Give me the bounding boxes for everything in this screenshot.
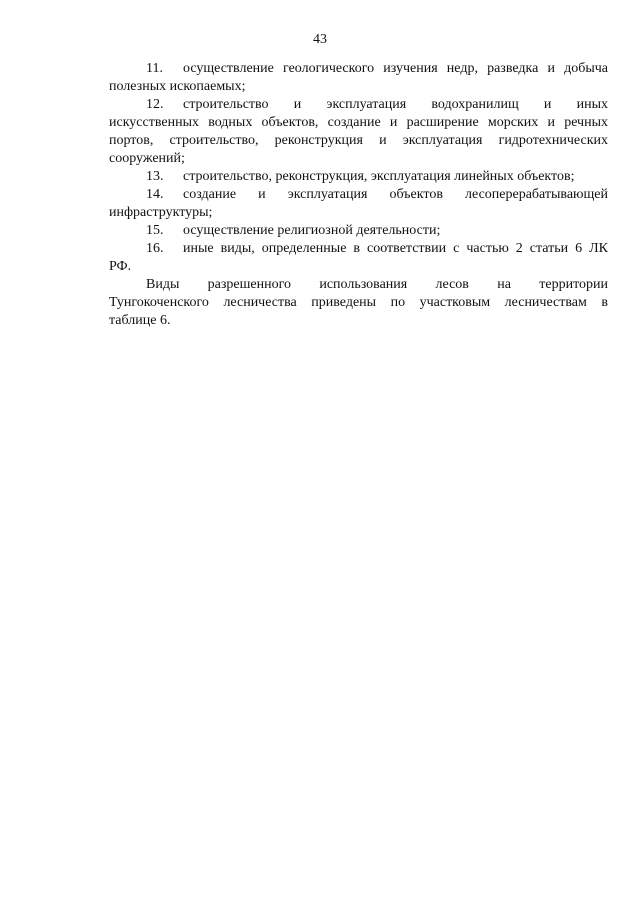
- list-item-text: инфраструктуры;: [109, 205, 213, 220]
- list-item-number: 13.: [146, 169, 164, 184]
- list-item-11: [109, 60, 608, 96]
- list-item-number: 11.: [146, 61, 163, 76]
- list-item-text: искусственных водных объектов, создание и расширение морских и речных: [109, 115, 608, 130]
- paragraph-line: таблице 6.: [109, 313, 171, 328]
- paragraph-line: Виды разрешенного использования лесов на территории: [146, 277, 608, 292]
- list-item-number: 15.: [146, 223, 164, 238]
- list-item-text: создание и эксплуатация объектов лесоперерабатывающей: [183, 187, 608, 202]
- closing-paragraph-continued: [109, 294, 608, 330]
- list-item-14: [109, 186, 608, 222]
- list-item-number: 16.: [146, 241, 164, 256]
- list-item-text: осуществление религиозной деятельности;: [183, 223, 441, 238]
- list-item-16: [109, 240, 608, 276]
- list-item-number: 14.: [146, 187, 164, 202]
- list-item-12: [109, 96, 608, 168]
- list-item-text: строительство и эксплуатация водохранилищ и иных: [183, 97, 608, 112]
- list-item-13: [109, 168, 608, 186]
- list-item-text: полезных ископаемых;: [109, 79, 246, 94]
- list-item-text: РФ.: [109, 259, 132, 274]
- list-item-number: 12.: [146, 97, 164, 112]
- list-item-text: иные виды, определенные в соответствии с частью 2 статьи 6 ЛК: [183, 241, 608, 256]
- list-item-15: [109, 222, 608, 240]
- list-item-text: строительство, реконструкция, эксплуатация линейных объектов;: [183, 169, 575, 184]
- document-body: [109, 60, 608, 330]
- page-number: 43: [313, 32, 327, 47]
- list-item-text: сооружений;: [109, 151, 185, 166]
- paragraph-line: Тунгокоченского лесничества приведены по участковым лесничествам в: [109, 295, 608, 310]
- closing-paragraph: [109, 276, 608, 294]
- list-item-text: портов, строительство, реконструкция и эксплуатация гидротехнических: [109, 133, 608, 148]
- list-item-text: осуществление геологического изучения недр, разведка и добыча: [183, 61, 608, 76]
